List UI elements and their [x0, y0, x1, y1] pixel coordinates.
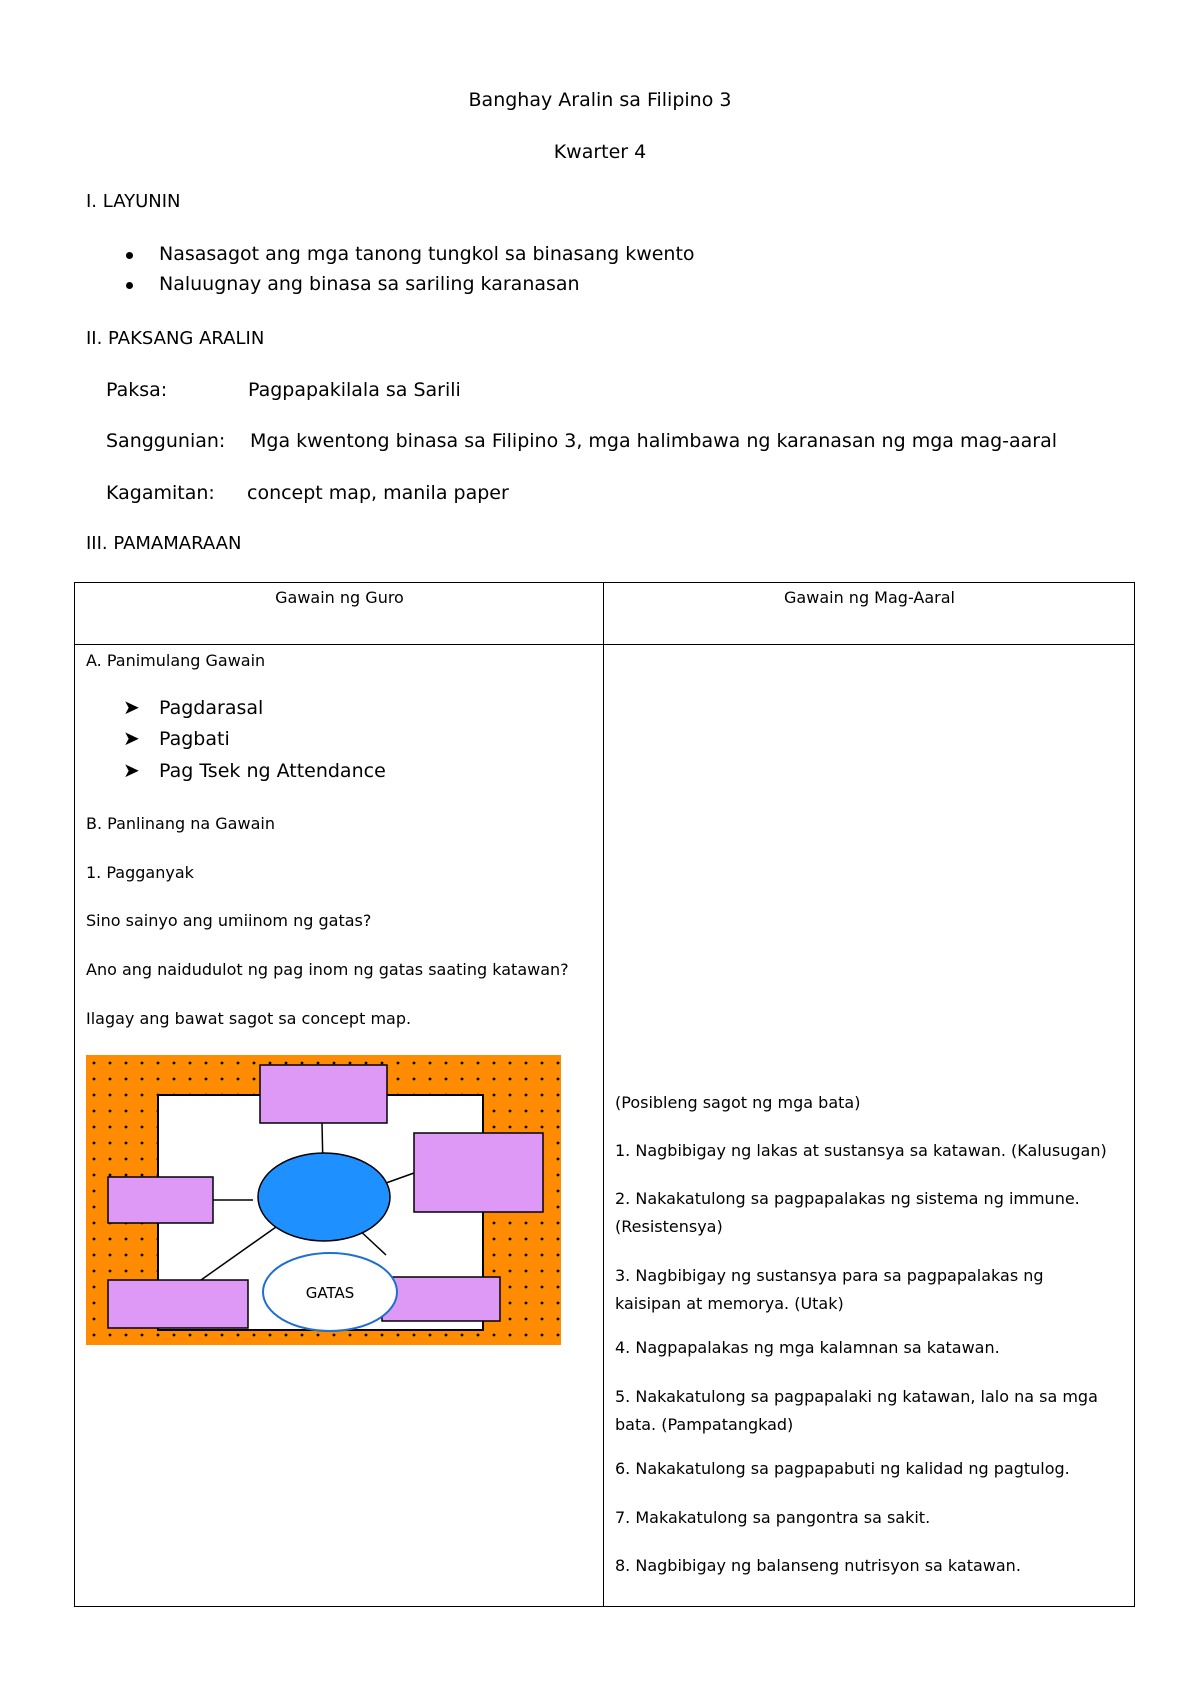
activity-item: Pagdarasal	[159, 697, 264, 719]
header-label: Gawain ng Mag-Aaral	[784, 588, 955, 607]
bullet-icon	[126, 252, 133, 259]
sanggunian-label: Sanggunian:	[106, 430, 226, 452]
arrow-bullet-icon: ➤	[123, 726, 140, 750]
answer-item: 7. Makakatulong sa pangontra sa sakit.	[615, 1508, 931, 1527]
gatas-label: GATAS	[305, 1284, 355, 1302]
activity-item: Pag Tsek ng Attendance	[159, 760, 386, 782]
arrow-bullet-icon: ➤	[123, 758, 140, 782]
answer-item: 6. Nakakatulong sa pagpapabuti ng kalidad ng pagtulog.	[615, 1459, 1070, 1478]
answer-item: 3. Nagbibigay ng sustansya para sa pagpapalakas ng kaisipan at memorya. (Utak)	[615, 1266, 1044, 1313]
concept-box	[260, 1065, 387, 1123]
answer-item: 4. Nagpapalakas ng mga kalamnan sa katawan.	[615, 1338, 1000, 1357]
answers-intro: (Posibleng sagot ng mga bata)	[615, 1093, 861, 1112]
question-1: Sino sainyo ang umiinom ng gatas?	[86, 911, 372, 930]
section-heading-layunin: I. LAYUNIN	[86, 191, 181, 212]
guro-cell	[75, 645, 604, 1607]
question-2: Ano ang naidudulot ng pag inom ng gatas saating katawan?	[86, 960, 569, 979]
arrow-bullet-icon: ➤	[123, 695, 140, 719]
paksa-label: Paksa:	[106, 379, 168, 401]
section-heading-paksang-aralin: II. PAKSANG ARALIN	[86, 328, 265, 349]
answer-item: 1. Nagbibigay ng lakas at sustansya sa katawan. (Kalusugan)	[615, 1141, 1107, 1160]
document-subtitle: Kwarter 4	[553, 141, 647, 163]
instruction-text: Ilagay ang bawat sagot sa concept map.	[86, 1009, 412, 1028]
concept-box	[108, 1177, 213, 1223]
header-label: Gawain ng Guro	[275, 588, 404, 607]
pagganyak-heading: 1. Pagganyak	[86, 863, 194, 882]
objective-item: Nasasagot ang mga tanong tungkol sa binasang kwento	[159, 243, 695, 265]
answer-item: 8. Nagbibigay ng balanseng nutrisyon sa katawan.	[615, 1556, 1021, 1575]
mag-aaral-cell	[604, 645, 1135, 1607]
panlinang-heading: B. Panlinang na Gawain	[86, 814, 275, 833]
panimulang-gawain-heading: A. Panimulang Gawain	[86, 651, 266, 670]
answer-item: 5. Nakakatulong sa pagpapalaki ng katawan, lalo na sa mga bata. (Pampatangkad)	[615, 1387, 1098, 1434]
section-heading-pamamaraan: III. PAMAMARAAN	[86, 533, 242, 554]
kagamitan-value: concept map, manila paper	[247, 482, 509, 504]
concept-map	[86, 1055, 561, 1345]
bullet-icon	[126, 282, 133, 289]
kagamitan-label: Kagamitan:	[106, 482, 215, 504]
table-header-guro	[75, 583, 604, 645]
table-header-mag-aaral	[604, 583, 1135, 645]
document-title: Banghay Aralin sa Filipino 3	[468, 89, 732, 111]
concept-box	[108, 1280, 248, 1328]
lesson-table	[74, 582, 1135, 1607]
concept-box	[414, 1133, 543, 1212]
paksa-value: Pagpapakilala sa Sarili	[248, 379, 461, 401]
activity-item: Pagbati	[159, 728, 230, 750]
concept-center-ellipse	[258, 1153, 390, 1241]
objective-item: Naluugnay ang binasa sa sariling karanasan	[159, 273, 580, 295]
concept-box	[382, 1277, 500, 1321]
answer-item: 2. Nakakatulong sa pagpapalakas ng sistema ng immune. (Resistensya)	[615, 1189, 1080, 1236]
sanggunian-value: Mga kwentong binasa sa Filipino 3, mga halimbawa ng karanasan ng mga mag-aaral	[250, 430, 1058, 452]
